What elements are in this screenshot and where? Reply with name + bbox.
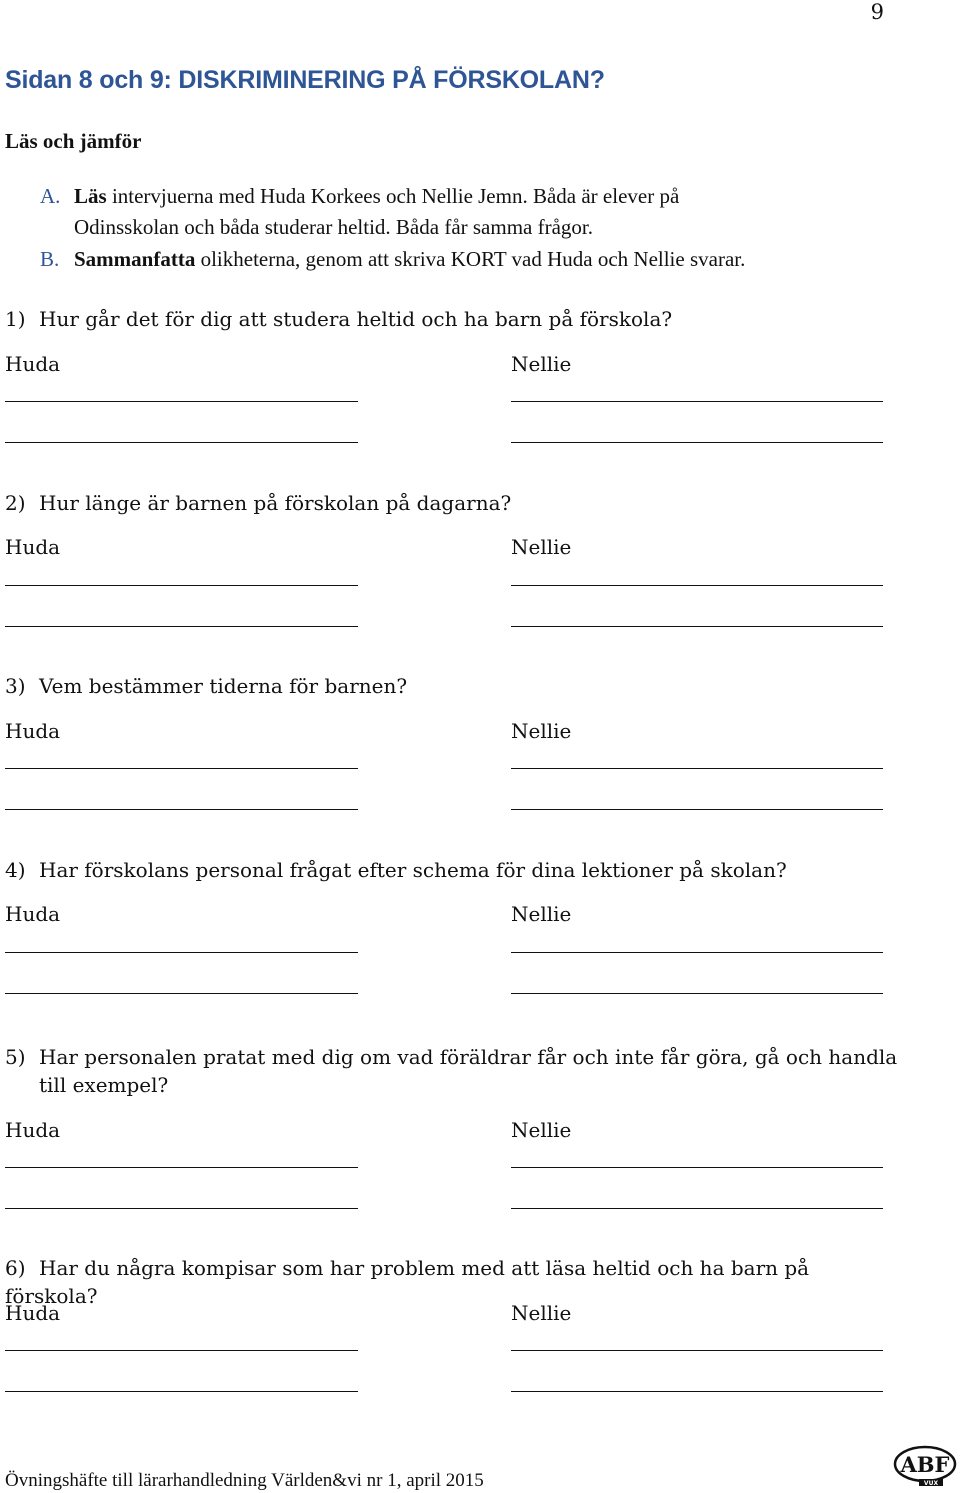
label-nellie: Nellie (511, 1301, 572, 1325)
question-4 (5, 856, 905, 884)
label-nellie: Nellie (511, 719, 572, 743)
answer-line-huda[interactable] (5, 585, 358, 586)
answer-line-huda[interactable] (5, 626, 358, 627)
question-text: Har personalen pratat med dig om vad föräldrar får och inte får göra, gå och handla (39, 1045, 898, 1069)
instruction-text: olikheterna, genom att skriva KORT vad Huda och Nellie svarar. (195, 247, 746, 271)
answer-line-huda[interactable] (5, 809, 358, 810)
answer-line-huda[interactable] (5, 952, 358, 953)
instruction-bold: Sammanfatta (74, 247, 196, 271)
answer-line-nellie[interactable] (511, 1167, 883, 1168)
page-number: 9 (870, 0, 884, 24)
answer-line-nellie[interactable] (511, 401, 883, 402)
question-text-line2: till exempel? (39, 1073, 169, 1097)
instruction-bold: Läs (74, 184, 107, 208)
question-6 (5, 1254, 905, 1310)
question-2 (5, 489, 905, 517)
label-huda: Huda (5, 902, 61, 926)
instruction-marker: B. (40, 247, 60, 271)
question-number: 3) (5, 674, 26, 698)
label-huda: Huda (5, 352, 61, 376)
answer-line-huda[interactable] (5, 1350, 358, 1351)
answer-line-nellie[interactable] (511, 768, 883, 769)
label-nellie: Nellie (511, 902, 572, 926)
answer-line-nellie[interactable] (511, 442, 883, 443)
question-number: 6) (5, 1256, 26, 1280)
label-huda: Huda (5, 1301, 61, 1325)
label-huda: Huda (5, 719, 61, 743)
abf-logo (893, 1445, 957, 1487)
question-text: Hur går det för dig att studera heltid och ha barn på förskola? (39, 307, 673, 331)
answer-line-nellie[interactable] (511, 993, 883, 994)
answer-line-huda[interactable] (5, 442, 358, 443)
question-number: 4) (5, 858, 26, 882)
answer-line-huda[interactable] (5, 1167, 358, 1168)
answer-line-nellie[interactable] (511, 585, 883, 586)
subtitle: Läs och jämför (5, 129, 142, 153)
question-text: Har du några kompisar som har problem med att läsa heltid och ha barn på förskola? (5, 1256, 810, 1308)
question-number: 5) (5, 1045, 26, 1069)
answer-line-huda[interactable] (5, 993, 358, 994)
instruction-text: intervjuerna med Huda Korkees och Nellie Jemn. Båda är elever på (106, 184, 680, 208)
instruction-marker: A. (40, 184, 61, 208)
question-number: 2) (5, 491, 26, 515)
answer-line-nellie[interactable] (511, 952, 883, 953)
instruction-b (40, 244, 920, 275)
page-title: Sidan 8 och 9: DISKRIMINERING PÅ FÖRSKOLAN? (5, 66, 605, 94)
label-nellie: Nellie (511, 1118, 572, 1142)
question-text: Hur länge är barnen på förskolan på dagarna? (39, 491, 512, 515)
footer-text: Övningshäfte till lärarhandledning Världen&vi nr 1, april 2015 (5, 1470, 484, 1491)
label-nellie: Nellie (511, 535, 572, 559)
answer-line-nellie[interactable] (511, 1391, 883, 1392)
question-5 (5, 1043, 905, 1099)
answer-line-huda[interactable] (5, 768, 358, 769)
answer-line-nellie[interactable] (511, 626, 883, 627)
answer-line-huda[interactable] (5, 1208, 358, 1209)
answer-line-huda[interactable] (5, 1391, 358, 1392)
answer-line-nellie[interactable] (511, 1350, 883, 1351)
answer-line-nellie[interactable] (511, 1208, 883, 1209)
instruction-a (40, 181, 920, 243)
label-nellie: Nellie (511, 352, 572, 376)
question-number: 1) (5, 307, 26, 331)
question-text: Vem bestämmer tiderna för barnen? (39, 674, 408, 698)
abf-logo-text: ABF (900, 1452, 950, 1477)
question-text: Har förskolans personal frågat efter schema för dina lektioner på skolan? (39, 858, 787, 882)
abf-logo-subtext: VUX (923, 1480, 939, 1487)
label-huda: Huda (5, 1118, 61, 1142)
answer-line-huda[interactable] (5, 401, 358, 402)
instruction-text-line2: Odinsskolan och båda studerar heltid. Båda får samma frågor. (74, 215, 594, 239)
label-huda: Huda (5, 535, 61, 559)
answer-line-nellie[interactable] (511, 809, 883, 810)
question-1 (5, 305, 905, 333)
question-3 (5, 672, 905, 700)
